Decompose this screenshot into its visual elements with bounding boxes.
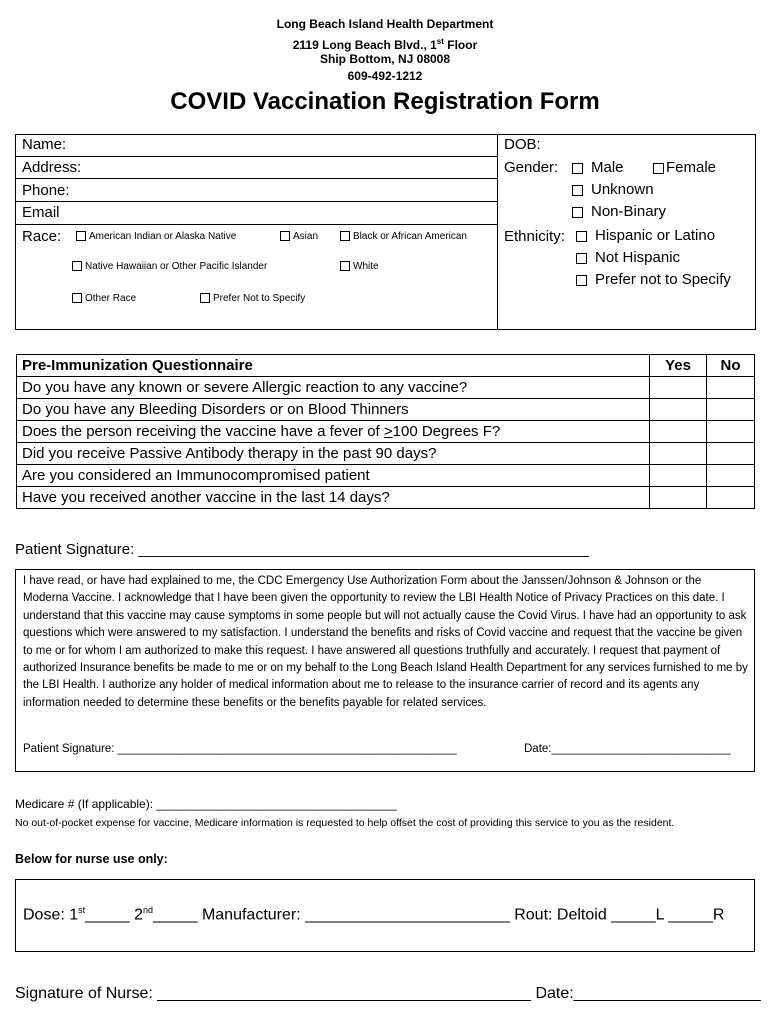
no-cell[interactable] xyxy=(707,421,755,443)
yes-cell[interactable] xyxy=(650,421,707,443)
department-name: Long Beach Island Health Department xyxy=(276,17,494,31)
question-text: Are you considered an Immunocompromised patient xyxy=(17,465,650,487)
checkbox[interactable] xyxy=(280,231,290,241)
dob-field[interactable]: DOB: xyxy=(504,136,541,153)
race-option-other[interactable]: Other Race xyxy=(72,293,136,304)
table-row xyxy=(17,399,755,421)
yes-cell[interactable] xyxy=(650,377,707,399)
no-cell[interactable] xyxy=(707,465,755,487)
gender-option-male[interactable]: Male xyxy=(572,159,624,176)
race-option-prefer-not[interactable]: Prefer Not to Specify xyxy=(200,293,305,304)
patient-signature-line[interactable]: Patient Signature: ______________________________________________________ xyxy=(15,541,589,558)
question-text: Does the person receiving the vaccine have a fever of >100 Degrees F? xyxy=(17,421,650,443)
checkbox[interactable] xyxy=(340,231,350,241)
no-header: No xyxy=(707,355,755,377)
checkbox[interactable] xyxy=(576,275,587,286)
questionnaire-heading: Pre-Immunization Questionnaire xyxy=(17,355,650,377)
ethnicity-option-hispanic[interactable]: Hispanic or Latino xyxy=(576,227,715,244)
yes-cell[interactable] xyxy=(650,487,707,509)
consent-signature-line[interactable]: Patient Signature: _____________________________________________________ xyxy=(23,743,457,755)
table-row xyxy=(17,487,755,509)
table-row xyxy=(17,421,755,443)
question-text: Have you received another vaccine in the last 14 days? xyxy=(17,487,650,509)
department-address: 2119 Long Beach Blvd., 1st Floor xyxy=(292,37,478,52)
questionnaire-table xyxy=(16,354,755,509)
gender-option-unknown[interactable]: Unknown xyxy=(572,181,654,198)
checkbox[interactable] xyxy=(572,207,583,218)
nurse-section-heading: Below for nurse use only: xyxy=(15,852,168,866)
question-text: Did you receive Passive Antibody therapy in the past 90 days? xyxy=(17,443,650,465)
race-option-american-indian[interactable]: American Indian or Alaska Native xyxy=(76,231,236,242)
checkbox[interactable] xyxy=(572,163,583,174)
table-row xyxy=(17,443,755,465)
table-row xyxy=(17,377,755,399)
checkbox[interactable] xyxy=(576,231,587,242)
gender-label: Gender: xyxy=(504,159,559,176)
no-cell[interactable] xyxy=(707,487,755,509)
checkbox[interactable] xyxy=(340,261,350,271)
email-field[interactable]: Email xyxy=(22,204,60,221)
race-option-hawaiian[interactable]: Native Hawaiian or Other Pacific Islander xyxy=(72,261,267,272)
question-text: Do you have any known or severe Allergic reaction to any vaccine? xyxy=(17,377,650,399)
gender-option-female[interactable]: Female xyxy=(653,159,716,176)
race-option-asian[interactable]: Asian xyxy=(280,231,318,242)
consent-date-line[interactable]: Date:____________________________ xyxy=(524,743,731,755)
checkbox[interactable] xyxy=(576,253,587,264)
medicare-field[interactable]: Medicare # (If applicable): ____________________________________ xyxy=(15,797,397,811)
ethnicity-label: Ethnicity: xyxy=(504,228,565,245)
ethnicity-option-prefer-not[interactable]: Prefer not to Specify xyxy=(576,271,731,288)
checkbox[interactable] xyxy=(72,293,82,303)
form-title: COVID Vaccination Registration Form xyxy=(170,88,600,115)
no-cell[interactable] xyxy=(707,443,755,465)
divider xyxy=(497,134,498,330)
phone-field[interactable]: Phone: xyxy=(22,182,70,199)
yes-cell[interactable] xyxy=(650,465,707,487)
department-city: Ship Bottom, NJ 08008 xyxy=(319,52,451,66)
race-option-white[interactable]: White xyxy=(340,261,379,272)
race-label: Race: xyxy=(22,228,62,245)
address-field[interactable]: Address: xyxy=(22,159,82,176)
dose-line[interactable]: Dose: 1st_____ 2nd_____ Manufacturer: _______________________ Rout: Deltoid _____L _____R xyxy=(23,905,725,924)
yes-cell[interactable] xyxy=(650,443,707,465)
question-text: Do you have any Bleeding Disorders or on Blood Thinners xyxy=(17,399,650,421)
name-field[interactable]: Name: xyxy=(22,136,67,153)
checkbox[interactable] xyxy=(72,261,82,271)
yes-cell[interactable] xyxy=(650,399,707,421)
consent-text: I have read, or have had explained to me, the CDC Emergency Use Authorization Form about the Janssen/Johnson & Johnson or the Moderna Vaccine. I acknowledge that I have been given the opportunity to review the LBI Health Notice of Privacy Practices on this date. I understand that this vaccine may cause symptoms in some people but will not actually cause the Covid Virus. I have had an opportunity to ask questions which were answered to my satisfaction. I understand the benefits and risks of Covid vaccine and request that the vaccine be given to me or for whom I am authorized to make this request. I have answered all questions truthfully and accurately. I request that payment of authorized Insurance benefits be made to me or on my behalf to the Long Beach Island Health Department for any services furnished to me by the LBI Health. I authorize any holder of medical information about me to release to the insurance carrier of record and its agents any information needed to determine these benefits or the benefits payable for related services. xyxy=(23,575,748,709)
checkbox[interactable] xyxy=(200,293,210,303)
department-phone: 609-492-1212 xyxy=(347,69,423,83)
checkbox[interactable] xyxy=(653,163,664,174)
race-option-black[interactable]: Black or African American xyxy=(340,231,467,242)
checkbox[interactable] xyxy=(76,231,86,241)
checkbox[interactable] xyxy=(572,185,583,196)
ethnicity-option-not-hispanic[interactable]: Not Hispanic xyxy=(576,249,680,266)
no-cell[interactable] xyxy=(707,399,755,421)
nurse-signature-line[interactable]: Signature of Nurse: __________________________________________ Date:_____________________ xyxy=(15,985,761,1002)
table-header-row xyxy=(17,355,755,377)
gender-option-nonbinary[interactable]: Non-Binary xyxy=(572,203,666,220)
yes-header: Yes xyxy=(650,355,707,377)
medicare-note: No out-of-pocket expense for vaccine, Medicare information is requested to help offset the cost of providing this service to you as the resident. xyxy=(15,817,675,829)
table-row xyxy=(17,465,755,487)
no-cell[interactable] xyxy=(707,377,755,399)
